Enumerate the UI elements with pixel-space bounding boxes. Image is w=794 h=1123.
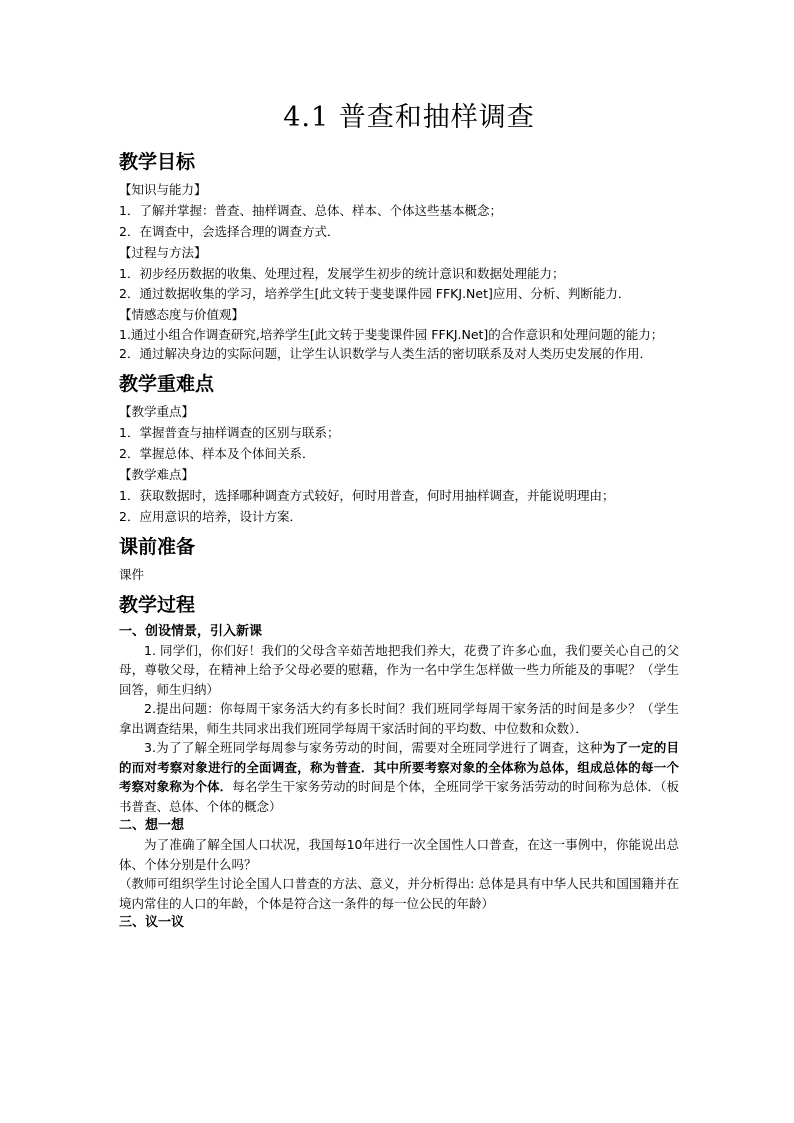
process-paragraph: 1. 同学们，你们好！我们的父母含辛茹苦地把我们养大，花费了许多心血，我们要关心自己的父母，尊敬父母，在精神上给予父母必要的慰藉，作为一名中学生怎样做一些力所能及的事呢？（学生回答，师生归纳） — [119, 642, 679, 697]
subheading-attitude: 【情感态度与价值观】 — [119, 306, 245, 322]
section-heading-key-points: 教学重难点 — [119, 372, 215, 395]
paragraph-text: 3.为了了解全班同学每周参与家务劳动的时间，需要对全班同学进行了调查，这种 — [144, 740, 603, 755]
definition-text: 为了一定的目的而对考察对象进行的全面调查，称为普查．其中所要考察对象的全体称为总体，组成总体的每一个考察对象称为个体． — [119, 740, 679, 794]
part-heading-think: 二、想一想 — [119, 818, 185, 833]
document-page — [119, 98, 679, 932]
section-heading-process: 教学过程 — [119, 593, 196, 616]
part-heading-intro: 一、创设情景，引入新课 — [119, 623, 263, 639]
process-paragraph — [119, 738, 679, 816]
key-point-item: 1．掌握普查与抽样调查的区别与联系； — [119, 424, 340, 440]
paragraph-text: 每名学生干家务劳动的时间是个体，全班同学干家务活劳动的时间称为总体．（板书普查、总体、个体的概念） — [119, 779, 679, 814]
section-heading-preparation: 课前准备 — [119, 535, 196, 558]
objective-item: 2．通过解决身边的实际问题，让学生认识数学与人类生活的密切联系及对人类历史发展的作用． — [119, 346, 652, 361]
objective-item: 1．了解并掌握：普查、抽样调查、总体、样本、个体这些基本概念； — [119, 203, 502, 218]
subheading-process: 【过程与方法】 — [119, 245, 207, 260]
objective-item: 1．初步经历数据的收集、处理过程，发展学生初步的统计意识和数据处理能力； — [119, 266, 565, 281]
subheading-difficulty: 【教学难点】 — [119, 466, 195, 482]
difficulty-item: 1．获取数据时，选择哪种调查方式较好，何时用普查，何时用抽样调查，并能说明理由； — [119, 487, 615, 503]
key-point-item: 2．掌握总体、样本及个体间关系． — [119, 445, 315, 461]
subheading-focus: 【教学重点】 — [119, 403, 195, 419]
objective-item: 2．通过数据收集的学习，培养学生[此文转于斐斐课件园 FFKJ.Net]应用、分析、判断能力． — [119, 286, 631, 301]
objective-item: 1.通过小组合作调查研究,培养学生[此文转于斐斐课件园 FFKJ.Net]的合作意识和处理问题的能力； — [119, 326, 664, 342]
part-heading-discuss: 三、议一议 — [119, 915, 185, 930]
section-heading-objectives: 教学目标 — [119, 151, 196, 173]
process-paragraph: 为了准确了解全国人口状况，我国每10年进行一次全国性人口普查，在这一事例中，你能说出总体、个体分别是什么吗？ — [119, 837, 679, 872]
process-paragraph: （教师可组织学生讨论全国人口普查的方法、意义，并分析得出: 总体是具有中华人民共和国国籍并在境内常住的人口的年龄，个体是符合这一条件的每一位公民的年龄） — [119, 876, 679, 911]
document-title: 4.1 普查和抽样调查 — [283, 102, 535, 133]
subheading-knowledge: 【知识与能力】 — [119, 182, 207, 197]
objective-item: 2．在调查中，会选择合理的调查方式． — [119, 224, 340, 239]
preparation-text: 课件 — [119, 566, 145, 582]
difficulty-item: 2．应用意识的培养，设计方案． — [119, 508, 302, 524]
process-paragraph: 2.提出问题：你每周干家务活大约有多长时间？我们班同学每周干家务活的时间是多少？（学生拿出调查结果，师生共同求出我们班同学每周干家活时间的平均数、中位数和众数）． — [119, 701, 679, 736]
